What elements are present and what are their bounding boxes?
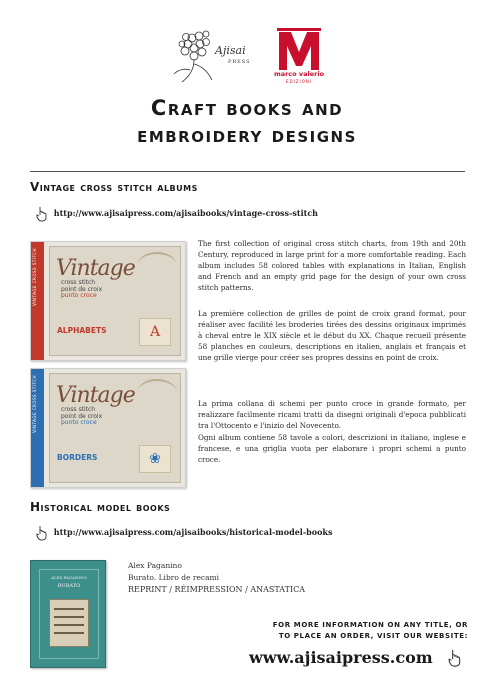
ornament-icon xyxy=(137,379,177,407)
cover-category: ALPHABETS xyxy=(57,326,107,335)
cover-sub-it: punto croce xyxy=(61,292,97,299)
cover-subtitle xyxy=(61,407,102,427)
historical-heading: Historical model books xyxy=(30,500,171,514)
cover-author: ALEX PAGANINO xyxy=(51,575,87,580)
spine-label: VINTAGE CROSS STITCH xyxy=(32,375,37,433)
borders-cover xyxy=(30,368,186,488)
page-title xyxy=(0,95,494,149)
cover-sub-fr: point de croix xyxy=(61,412,103,420)
description-italian-1: La prima collana di schemi per punto croce in grande formato, per realizzare facilmente ricami tratti da disegni originali d'epoca pubblicati tra l'Ottocento e l'inizio del Novecento. xyxy=(198,399,466,430)
historical-url-row[interactable] xyxy=(36,525,332,541)
mv-emblem-icon xyxy=(271,26,327,72)
cover-sub-en: cross stitch xyxy=(61,406,96,413)
burato-cover xyxy=(30,560,106,668)
footer-line-2: TO PLACE AN ORDER, VISIT OUR WEBSITE: xyxy=(278,632,468,640)
title-line-1: Craft books and xyxy=(150,96,344,120)
cover-spine xyxy=(31,369,44,487)
pointing-hand-icon xyxy=(36,525,48,541)
cover-title: BURATO xyxy=(57,583,81,589)
alphabets-cover xyxy=(30,241,186,361)
description-french: La première collection de grilles de point de croix grand format, pour réaliser avec facilité les broderies tirées des dessins originaux imprimés à cheval entre le XIX siècle et le début du XX. Chaque recueil présente 58 planches en couleurs, descriptions en italien, anglais et français et une grille vierge pour créer ses propres dessins en point de croix. xyxy=(198,309,466,362)
vintage-url-row[interactable] xyxy=(36,206,318,222)
title-line-2: embroidery designs xyxy=(137,123,357,147)
historical-url-link[interactable]: http://www.ajisaipress.com/ajisaibooks/historical-model-books xyxy=(53,527,333,537)
cover-category: BORDERS xyxy=(57,453,98,462)
cover-title: Vintage xyxy=(56,383,135,408)
pointing-hand-icon xyxy=(36,206,48,222)
book-title: Burato. Libro de recami xyxy=(128,573,220,582)
pointing-hand-icon xyxy=(448,648,462,668)
description-italian-2: Ogni album contiene 58 tavole a colori, descrizioni in italiano, inglese e francese, e una griglia vuota per elaborare i propri schemi a punto croce. xyxy=(198,433,466,464)
cover-sub-fr: point de croix xyxy=(61,285,103,293)
vintage-heading: Vintage cross stitch albums xyxy=(30,180,198,194)
cover-spine xyxy=(31,242,44,360)
ajisai-logo xyxy=(172,26,264,88)
description-english: The first collection of original cross stitch charts, from 19th and 20th Century, reproduced in large print for a more comfortable reading. Each album includes 58 colored tables with explanations in Italian, English and French and an empty grid page for the design of your own cross stitch patterns. xyxy=(198,239,466,292)
book-edition: REPRINT / RÉIMPRESSION / ANASTATICA xyxy=(128,585,305,594)
ornament-icon xyxy=(137,252,177,280)
divider xyxy=(30,171,465,172)
book-author: Alex Paganino xyxy=(128,561,182,570)
cover-title: Vintage xyxy=(56,256,135,281)
spine-label: VINTAGE CROSS STITCH xyxy=(32,248,37,306)
marco-valerio-sub: EDIZIONI xyxy=(285,79,313,84)
cover-sub-it: punto croce xyxy=(61,419,97,426)
cover-subtitle xyxy=(61,280,102,300)
cover-emblem: ❀ xyxy=(139,445,171,473)
footer-message xyxy=(248,620,468,642)
cover-sub-en: cross stitch xyxy=(61,279,96,286)
footer-line-1: FOR MORE INFORMATION ON ANY TITLE, OR xyxy=(272,621,468,629)
historical-book-info xyxy=(128,560,305,596)
marco-valerio-name: marco valerio xyxy=(273,70,325,78)
hydrangea-icon xyxy=(172,26,264,88)
cover-emblem: A xyxy=(139,318,171,346)
ajisai-press-label: PRESS xyxy=(228,59,251,65)
vintage-url-link[interactable]: http://www.ajisaipress.com/ajisaibooks/vintage-cross-stitch xyxy=(53,208,318,218)
cover-illustration xyxy=(49,599,89,647)
ajisai-wordmark: Ajisai xyxy=(215,44,246,57)
website-link[interactable]: www.ajisaipress.com xyxy=(249,648,433,667)
